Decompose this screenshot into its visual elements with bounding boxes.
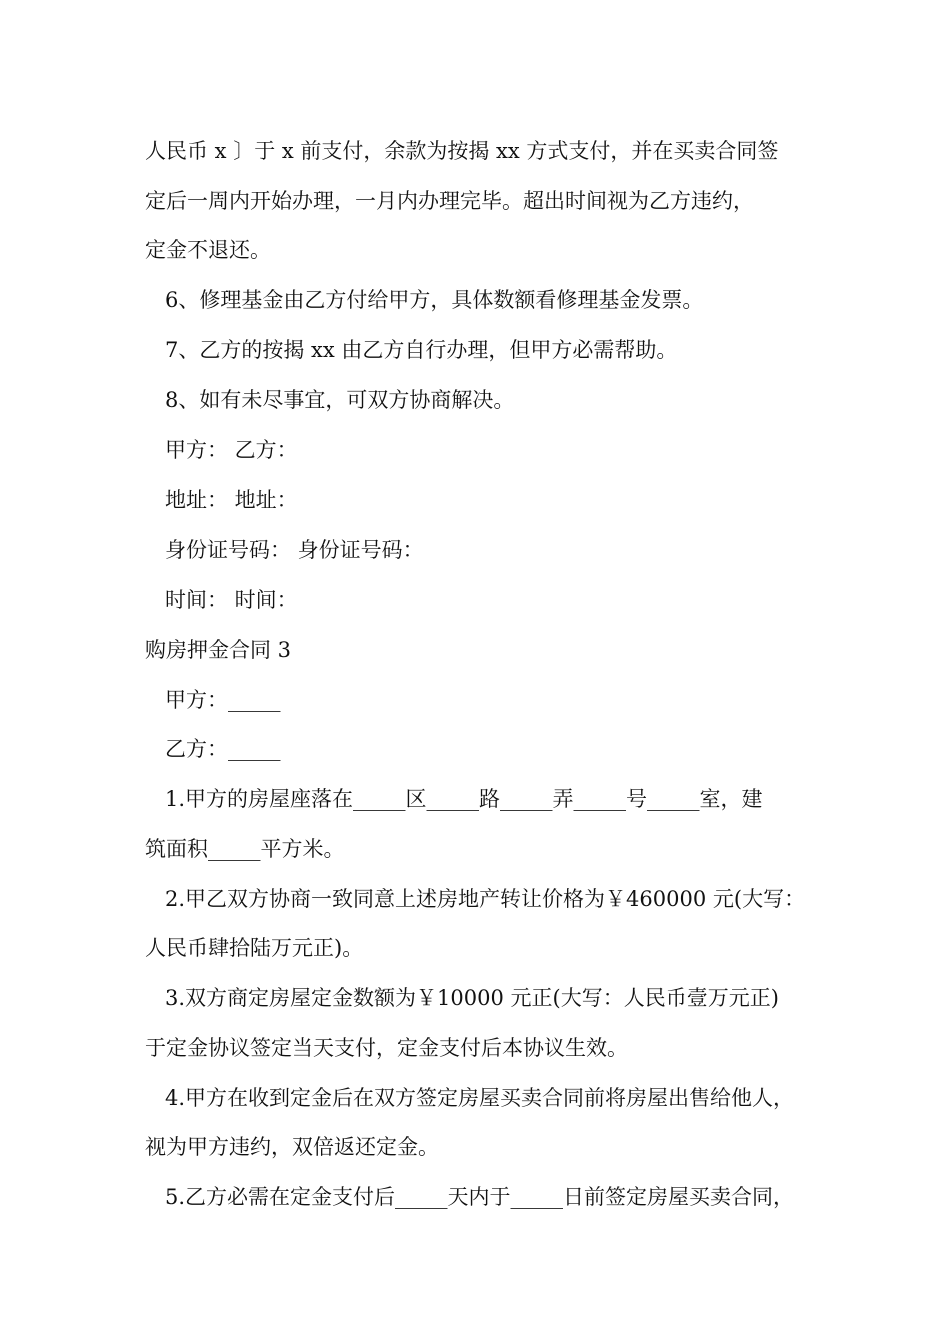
party-a-line: 甲方：_____ <box>165 688 281 712</box>
party-line: 甲方： 乙方： <box>165 438 298 462</box>
paragraph-line: 于定金协议签定当天支付，定金支付后本协议生效。 <box>145 1036 628 1060</box>
paragraph-line: 人民币 x 〕于 x 前支付，余款为按揭 xx 方式支付，并在买卖合同签 <box>145 139 779 163</box>
address-line: 地址： 地址： <box>165 488 298 512</box>
clause-2: 2.甲乙双方协商一致同意上述房地产转让价格为￥460000 元(大写： <box>165 887 806 911</box>
clause-1: 1.甲方的房屋座落在_____区_____路_____弄_____号_____室，建 <box>165 787 763 811</box>
clause-6: 6、修理基金由乙方付给甲方，具体数额看修理基金发票。 <box>165 288 704 312</box>
section-heading: 购房押金合同 3 <box>145 638 292 662</box>
paragraph-line: 筑面积_____平方米。 <box>145 837 345 861</box>
clause-8: 8、如有未尽事宜，可双方协商解决。 <box>165 388 515 412</box>
paragraph-line: 视为甲方违约，双倍返还定金。 <box>145 1135 439 1159</box>
paragraph-line: 定后一周内开始办理，一月内办理完毕。超出时间视为乙方违约， <box>145 189 754 213</box>
clause-3: 3.双方商定房屋定金数额为￥10000 元正(大写：人民币壹万元正) <box>165 986 779 1010</box>
paragraph-line: 人民币肆拾陆万元正)。 <box>145 936 364 960</box>
id-number-line: 身份证号码： 身份证号码： <box>165 538 424 562</box>
clause-4: 4.甲方在收到定金后在双方签定房屋买卖合同前将房屋出售给他人， <box>165 1086 795 1110</box>
paragraph-line: 定金不退还。 <box>145 238 271 262</box>
clause-5: 5.乙方必需在定金支付后_____天内于_____日前签定房屋买卖合同， <box>165 1185 795 1209</box>
party-b-line: 乙方：_____ <box>165 737 281 761</box>
clause-7: 7、乙方的按揭 xx 由乙方自行办理，但甲方必需帮助。 <box>165 338 678 362</box>
date-line: 时间： 时间： <box>165 588 298 612</box>
